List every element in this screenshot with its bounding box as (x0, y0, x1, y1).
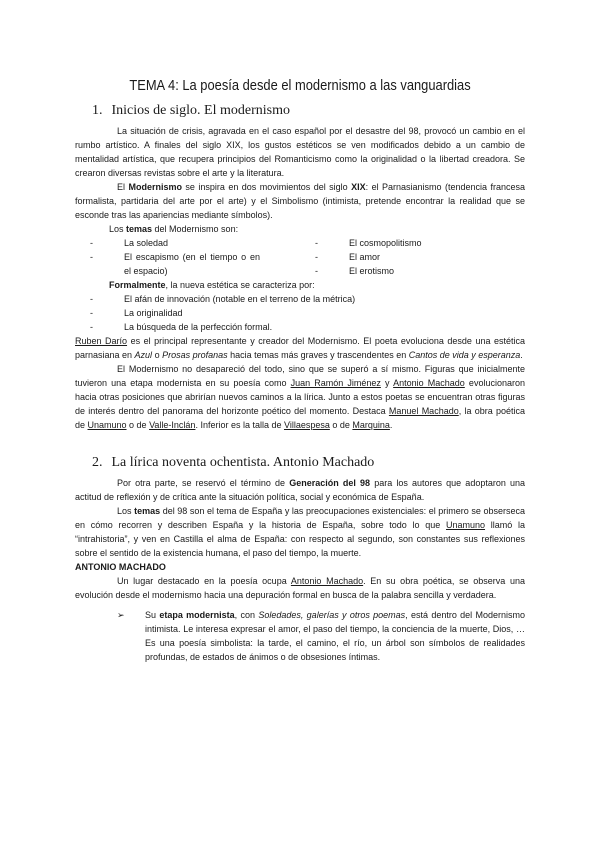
name-unamuno: Unamuno (87, 420, 127, 430)
list-item-text: El cosmopolitismo (349, 238, 422, 248)
dash-bullet: - (315, 252, 318, 262)
name-antonio-machado: Antonio Machado (393, 378, 465, 388)
paragraph-modernismo-end (75, 362, 525, 432)
themes-column-right (300, 236, 525, 278)
dash-bullet: - (90, 308, 93, 318)
text-run: o (152, 350, 163, 360)
list-item-text: El afán de innovación (notable en el terreno de la métrica) (124, 294, 356, 304)
text-run: El Modernismo no desapareció del todo, sino que se superó a sí mismo. Figuras que inicialmente tuvieron una etapa modernista en su poesía como (75, 364, 525, 388)
text-run: , está dentro del Modernismo intimista. Le interesa expresar el amor, el paso del tiempo, la conciencia de la muerte, Dios, … Es una poesía simbolista: la tarde, el camino, el río, un árbol son símbolos de realidades profundas, de estados de ánimos o de obsesiones íntimas. (145, 610, 525, 662)
text-run: Los (117, 506, 135, 516)
list-item (75, 250, 300, 278)
name-ruben-dario: Ruben Darío (75, 336, 128, 346)
themes-list (75, 236, 525, 278)
text-run: , la obra poética de (75, 406, 526, 430)
text-run: evolucionaron hacia otras posiciones que abrirían nuevos caminos a la lírica. Junto a estos poetas se encuentran otras figuras de interés dentro del panorama del horizonte poético del momento. Destaca (75, 378, 525, 416)
dash-bullet: - (315, 266, 318, 276)
page-title: TEMA 4: La poesía desde el modernismo a las vanguardias (129, 77, 471, 94)
text-run: : el Parnasianismo (tendencia francesa formalista, partidaria del arte por el arte) y el Simbolismo (intimista, pretende encontrar la realidad que se esconde tras las apariencias mediante símbolos). (75, 182, 525, 220)
list-item (300, 264, 525, 278)
term-temas: temas (134, 506, 161, 516)
list-item-text: El escapismo (en el tiempo o en el espacio) (124, 252, 260, 276)
section-2-number: 2. (92, 455, 103, 470)
name-juan-ramon-jimenez: Juan Ramón Jiménez (290, 378, 381, 388)
paragraph-crisis: La situación de crisis, agravada en el caso español por el desastre del 98, provocó un cambio en el rumbo artístico. A finales del siglo XIX, los gustos estéticos se ven modificados debido a un cambio de mentalidad artística, que recupera principios del Romanticismo como la originalidad o la libertad creadora. Se crearon diversas revistas sobre el arte y la literatura. (75, 126, 525, 178)
text-run: o de (329, 420, 353, 430)
dash-bullet: - (90, 294, 93, 304)
paragraph-dario (75, 334, 525, 362)
paragraph-temas-98 (75, 504, 525, 560)
text-run: llamó la “intrahistoria”, y ven en Castilla el alma de España: con respecto al segundo, son constantes sus reflexiones sobre el sentido de la existencia humana, el paso del tiempo, la muerte. (75, 520, 525, 558)
arrow-bullet-icon: ➢ (117, 610, 125, 620)
list-item-text: El erotismo (349, 266, 395, 276)
form-list (75, 292, 525, 334)
dash-bullet: - (90, 252, 93, 262)
work-soledades: Soledades, galerías y otros poemas (258, 610, 406, 620)
name-villaespesa: Villaespesa (283, 420, 330, 430)
work-cantos-de-vida: Cantos de vida y esperanza (408, 350, 521, 360)
paragraph-modernismo-influences (75, 180, 525, 222)
list-item (300, 236, 525, 250)
subheading-antonio-machado: ANTONIO MACHADO (75, 562, 166, 572)
name-unamuno: Unamuno (446, 520, 486, 530)
themes-column-left (75, 236, 300, 278)
dash-bullet: - (315, 238, 318, 248)
list-item (300, 250, 525, 264)
term-modernismo: Modernismo (128, 182, 182, 192)
section-2-title: La lírica noventa ochentista. Antonio Machado (111, 455, 375, 470)
list-item-text: La soledad (124, 238, 169, 248)
text-run: , la nueva estética se caracteriza por: (165, 280, 315, 290)
name-manuel-machado: Manuel Machado (388, 406, 459, 416)
term-temas: temas (126, 224, 153, 234)
name-valle-inclan: Valle-Inclán (149, 420, 196, 430)
dash-bullet: - (90, 238, 93, 248)
name-marquina: Marquina (352, 420, 390, 430)
term-generacion-98: Generación del 98 (289, 478, 371, 488)
text-run: Un lugar destacado en la poesía ocupa (117, 576, 291, 586)
section-1-heading (92, 102, 525, 120)
text-run: . Inferior es la talla de (195, 420, 284, 430)
text-run: es el principal representante y creador del Modernismo. El poeta evoluciona desde una estética parnasiana en (75, 336, 525, 360)
list-item-text: La búsqueda de la perfección formal. (124, 322, 273, 332)
text-run: Los (109, 224, 127, 234)
text-run: para los autores que adoptaron una actitud de reflexión y de crítica ante la situación política, social y económica de España. (75, 478, 526, 502)
text-run: del 98 son el tema de España y las preocupaciones existenciales: el primero se obserseca en cómo recorren y describen España y la historia de España, sobre todo lo que (75, 506, 525, 530)
paragraph-machado (75, 574, 525, 602)
text-run: . En su obra poética, se observa una evolución desde el modernismo hacia una depuración formal en busca de la palabra sencilla y verdadera. (75, 576, 525, 600)
work-azul: Azul (134, 350, 153, 360)
section-2-heading (92, 454, 525, 472)
name-antonio-machado: Antonio Machado (290, 576, 364, 586)
text-run: se inspira en dos movimientos del siglo (181, 182, 352, 192)
text-run: hacia temas más graves y trascendentes en (227, 350, 409, 360)
section-1-number: 1. (92, 103, 103, 118)
term-formalmente: Formalmente (109, 280, 166, 290)
text-run: o de (126, 420, 150, 430)
text-run: . (520, 350, 523, 360)
text-run: El (117, 182, 129, 192)
text-run: . (389, 420, 393, 430)
list-item (75, 292, 525, 306)
form-lead (75, 278, 525, 292)
bullet-etapa-modernista (117, 608, 525, 664)
text-run: y (380, 378, 394, 388)
text-run: , con (234, 610, 259, 620)
list-item-text: La originalidad (124, 308, 183, 318)
paragraph-generacion-98 (75, 476, 525, 504)
dash-bullet: - (90, 322, 93, 332)
section-1-title: Inicios de siglo. El modernismo (111, 103, 290, 118)
themes-lead (75, 222, 525, 236)
text-run: del Modernismo son: (152, 224, 239, 234)
text-run: Por otra parte, se reservó el término de (117, 478, 290, 488)
bullet-text (145, 608, 525, 664)
term-xix: XIX (351, 182, 366, 192)
text-run: Su (145, 610, 160, 620)
list-item (75, 320, 525, 334)
list-item-text: El amor (349, 252, 381, 262)
term-etapa-modernista: etapa modernista (159, 610, 235, 620)
list-item (75, 306, 525, 320)
list-item (75, 236, 300, 250)
work-prosas-profanas: Prosas profanas (162, 350, 228, 360)
